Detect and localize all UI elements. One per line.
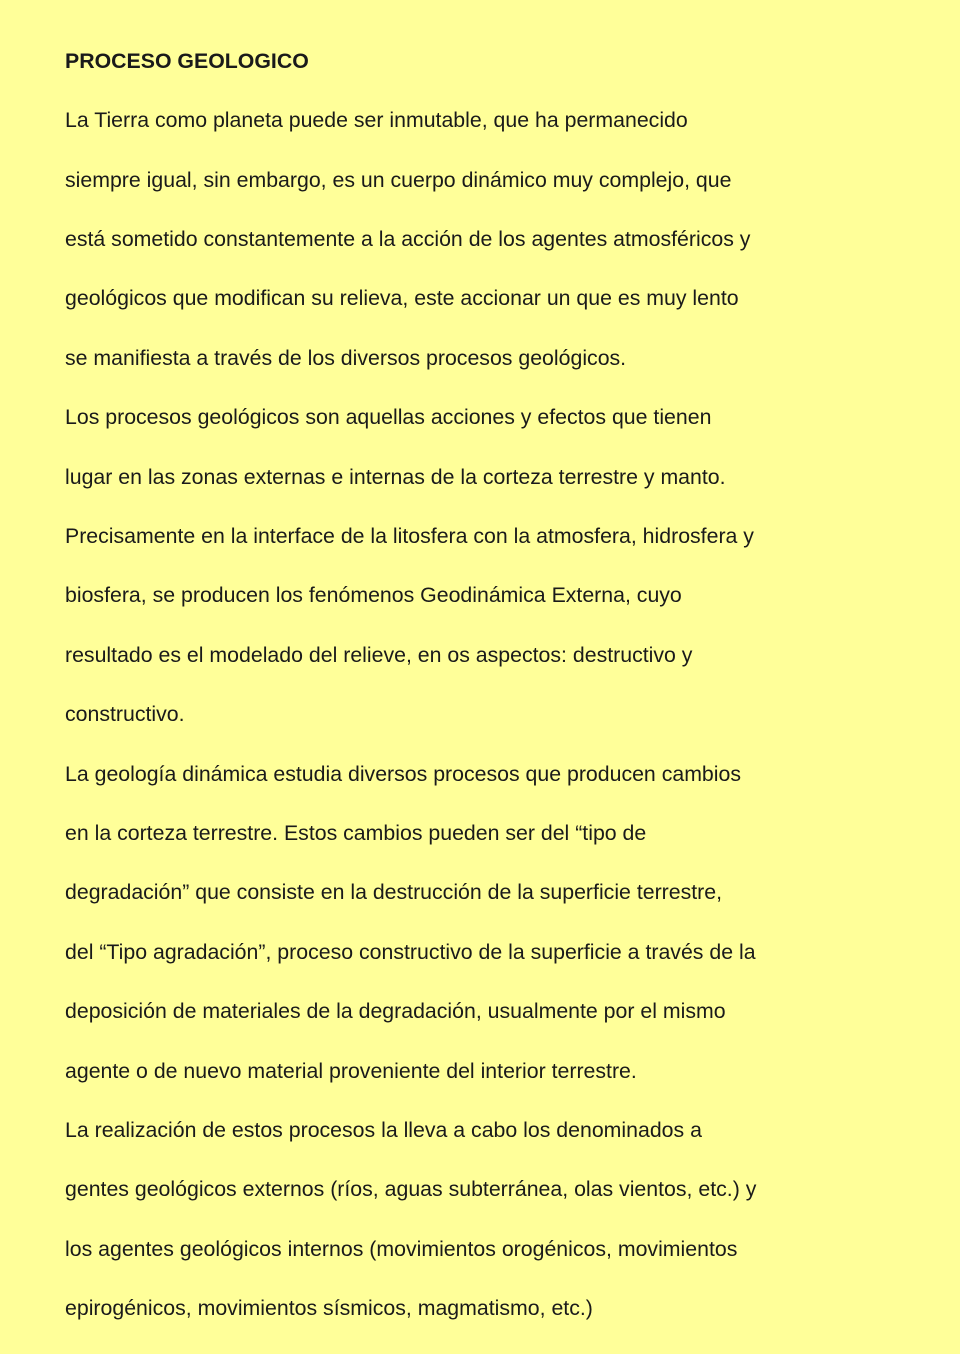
text-line: está sometido constantemente a la acción de los agentes atmosféricos y	[65, 226, 751, 251]
text-line: en la corteza terrestre. Estos cambios pueden ser del “tipo de	[65, 820, 647, 845]
text-line: del “Tipo agradación”, proceso constructivo de la superficie a través de la	[65, 939, 756, 964]
text-line: biosfera, se producen los fenómenos Geodinámica Externa, cuyo	[65, 583, 682, 608]
text-line: Precisamente en la interface de la litosfera con la atmosfera, hidrosfera y	[65, 523, 754, 548]
text-line: Los procesos geológicos son aquellas acciones y efectos que tienen	[65, 405, 712, 430]
text-line: lugar en las zonas externas e internas de la corteza terrestre y manto.	[65, 464, 726, 489]
text-line: epirogénicos, movimientos sísmicos, magmatismo, etc.)	[65, 1296, 593, 1321]
text-line: los agentes geológicos internos (movimientos orogénicos, movimientos	[65, 1236, 738, 1261]
text-line: La Tierra como planeta puede ser inmutable, que ha permanecido	[65, 108, 688, 133]
text-line: constructivo.	[65, 702, 185, 727]
text-line: se manifiesta a través de los diversos procesos geológicos.	[65, 345, 627, 370]
text-line: agente o de nuevo material proveniente del interior terrestre.	[65, 1058, 637, 1083]
text-line: degradación” que consiste en la destrucción de la superficie terrestre,	[65, 880, 723, 905]
text-line: geológicos que modifican su relieva, este accionar un que es muy lento	[65, 286, 739, 311]
slide-title: PROCESO GEOLOGICO	[65, 48, 309, 73]
text-line: deposición de materiales de la degradación, usualmente por el mismo	[65, 999, 726, 1024]
text-block	[65, 17, 900, 1354]
text-line: La realización de estos procesos la lleva a cabo los denominados a	[65, 1118, 702, 1143]
text-line: siempre igual, sin embargo, es un cuerpo dinámico muy complejo, que	[65, 167, 732, 192]
text-line: resultado es el modelado del relieve, en os aspectos: destructivo y	[65, 642, 693, 667]
text-line: gentes geológicos externos (ríos, aguas subterránea, olas vientos, etc.) y	[65, 1177, 757, 1202]
text-line: La geología dinámica estudia diversos procesos que producen cambios	[65, 761, 741, 786]
